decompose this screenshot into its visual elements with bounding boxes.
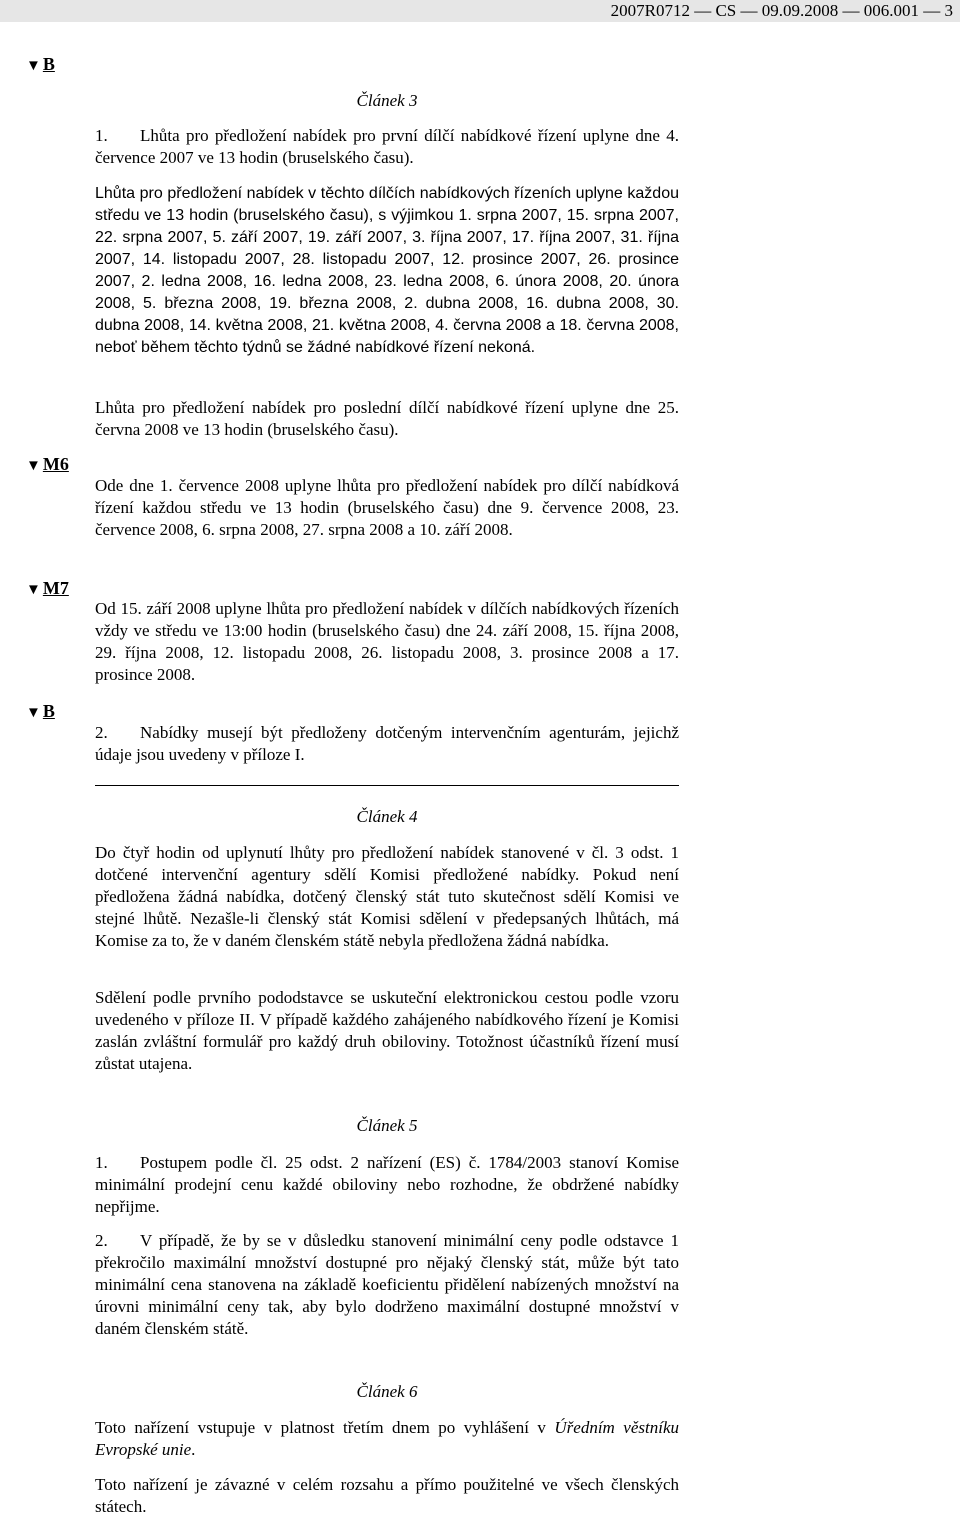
marker-code: B	[42, 54, 55, 74]
paragraph-text-end: .	[191, 1440, 196, 1459]
article-3-paragraph-1	[95, 125, 679, 169]
marker-code: M6	[42, 454, 69, 474]
article-3-paragraph-6	[95, 722, 679, 766]
paragraph-text: Toto nařízení vstupuje v platnost třetím dnem po vyhlášení v	[95, 1418, 555, 1437]
article-4-title: Článek 4	[356, 807, 418, 826]
article-5-title: Článek 5	[356, 1116, 418, 1135]
amendment-marker-b	[26, 53, 55, 77]
article-3-paragraph-4: Ode dne 1. července 2008 uplyne lhůta pro předložení nabídek pro dílčí nabídková řízení každou středu ve 13 hodin (bruselského času) dne 9. července 2008, 23. července 2008, 6. srpna 2008, 27. srpna 2008 a 10. září 2008.	[95, 476, 679, 539]
amendment-marker-m6	[26, 453, 69, 477]
paragraph-text: Nabídky musejí být předloženy dotčeným intervenčním agenturám, jejichž údaje jsou uvedeny v příloze I.	[95, 723, 679, 764]
marker-code: M7	[42, 578, 69, 598]
article-6-paragraph-1	[95, 1417, 679, 1461]
amendment-marker-m7	[26, 577, 69, 601]
paragraph-number: 1.	[95, 1153, 108, 1172]
paragraph-number: 2.	[95, 1231, 108, 1250]
article-6-title: Článek 6	[356, 1382, 418, 1401]
triangle-down-icon: ▼	[26, 705, 41, 721]
paragraph-text: Lhůta pro předložení nabídek pro první dílčí nabídkové řízení uplyne dne 4. července 2007 ve 13 hodin (bruselského času).	[95, 126, 679, 167]
article-5-paragraph-2	[95, 1230, 679, 1340]
paragraph-number: 1.	[95, 126, 108, 145]
article-5-paragraph-1	[95, 1152, 679, 1218]
article-3-title: Článek 3	[356, 91, 418, 110]
document-header	[0, 0, 960, 22]
article-3-paragraph-5: Od 15. září 2008 uplyne lhůta pro předložení nabídek v dílčích nabídkových řízeních vždy ve středu ve 13:00 hodin (bruselského času) dne 24. září 2008, 15. října 2008, 29. října 2008, 12. listopadu 2008, 26. listopadu 2008, 3. prosince 2008 a 17. prosince 2008.	[95, 599, 679, 684]
article-3-paragraph-2: Lhůta pro předložení nabídek v těchto dílčích nabídkových řízeních uplyne každou středu ve 13 hodin (bruselského času), s výjimkou 1. srpna 2007, 15. srpna 2007, 22. srpna 2007, 5. září 2007, 19. září 2007, 3. října 2007, 17. října 2007, 31. října 2007, 14. listopadu 2007, 28. listopadu 2007, 12. prosince 2007, 26. prosince 2007, 2. ledna 2008, 16. ledna 2008, 23. ledna 2008, 6. února 2008, 20. února 2008, 5. března 2008, 19. března 2008, 2. dubna 2008, 16. dubna 2008, 30. dubna 2008, 14. května 2008, 21. května 2008, 4. června 2008 a 18. června 2008, neboť během těchto týdnů se žádné nabídkové řízení nekoná.	[95, 185, 679, 356]
paragraph-text: Postupem podle čl. 25 odst. 2 nařízení (ES) č. 1784/2003 stanoví Komise minimální prodejní cenu každé obiloviny nebo rozhodne, že obdržené nabídky nepřijme.	[95, 1153, 679, 1216]
triangle-down-icon: ▼	[26, 58, 41, 74]
triangle-down-icon: ▼	[26, 582, 41, 598]
article-4-paragraph-1: Do čtyř hodin od uplynutí lhůty pro předložení nabídek stanovené v čl. 3 odst. 1 dotčené intervenční agentury sdělí Komisi předložené nabídky. Pokud není předložena žádná nabídka, dotčený členský stát tuto skutečnost sdělí Komisi ve stejné lhůtě. Nezašle-li členský stát Komisi sdělení v předepsaných lhůtách, má Komise za to, že v daném členském státě nebyla předložena žádná nabídka.	[95, 843, 679, 950]
triangle-down-icon: ▼	[26, 458, 41, 474]
article-3-paragraph-3: Lhůta pro předložení nabídek pro poslední dílčí nabídkové řízení uplyne dne 25. června 2008 ve 13 hodin (bruselského času).	[95, 398, 679, 439]
official-journal-name: Úředním věstníku Evropské unie	[95, 1418, 680, 1459]
marker-code: B	[42, 701, 55, 721]
header-reference: 2007R0712 — CS — 09.09.2008 — 006.001 — 3	[610, 1, 953, 20]
amendment-marker-b	[26, 700, 55, 724]
paragraph-text: V případě, že by se v důsledku stanovení minimální ceny podle odstavce 1 překročilo maximální množství dostupné pro nějaký členský stát, může být tato minimální cena stanovena na základě koeficientu přidělení nabízených množství na úrovni minimální ceny tak, aby bylo dodrženo maximální dostupné množství v daném členském státě.	[95, 1231, 679, 1338]
article-4-paragraph-2: Sdělení podle prvního pododstavce se uskuteční elektronickou cestou podle vzoru uvedeného v příloze II. V případě každého zahájeného nabídkového řízení je Komisi zaslán zvláštní formulář pro každý druh obiloviny. Totožnost účastníků řízení musí zůstat utajena.	[95, 988, 679, 1073]
amendment-end-rule	[95, 785, 679, 786]
article-6-paragraph-2: Toto nařízení je závazné v celém rozsahu a přímo použitelné ve všech členských státech.	[95, 1475, 679, 1516]
paragraph-number: 2.	[95, 723, 108, 742]
